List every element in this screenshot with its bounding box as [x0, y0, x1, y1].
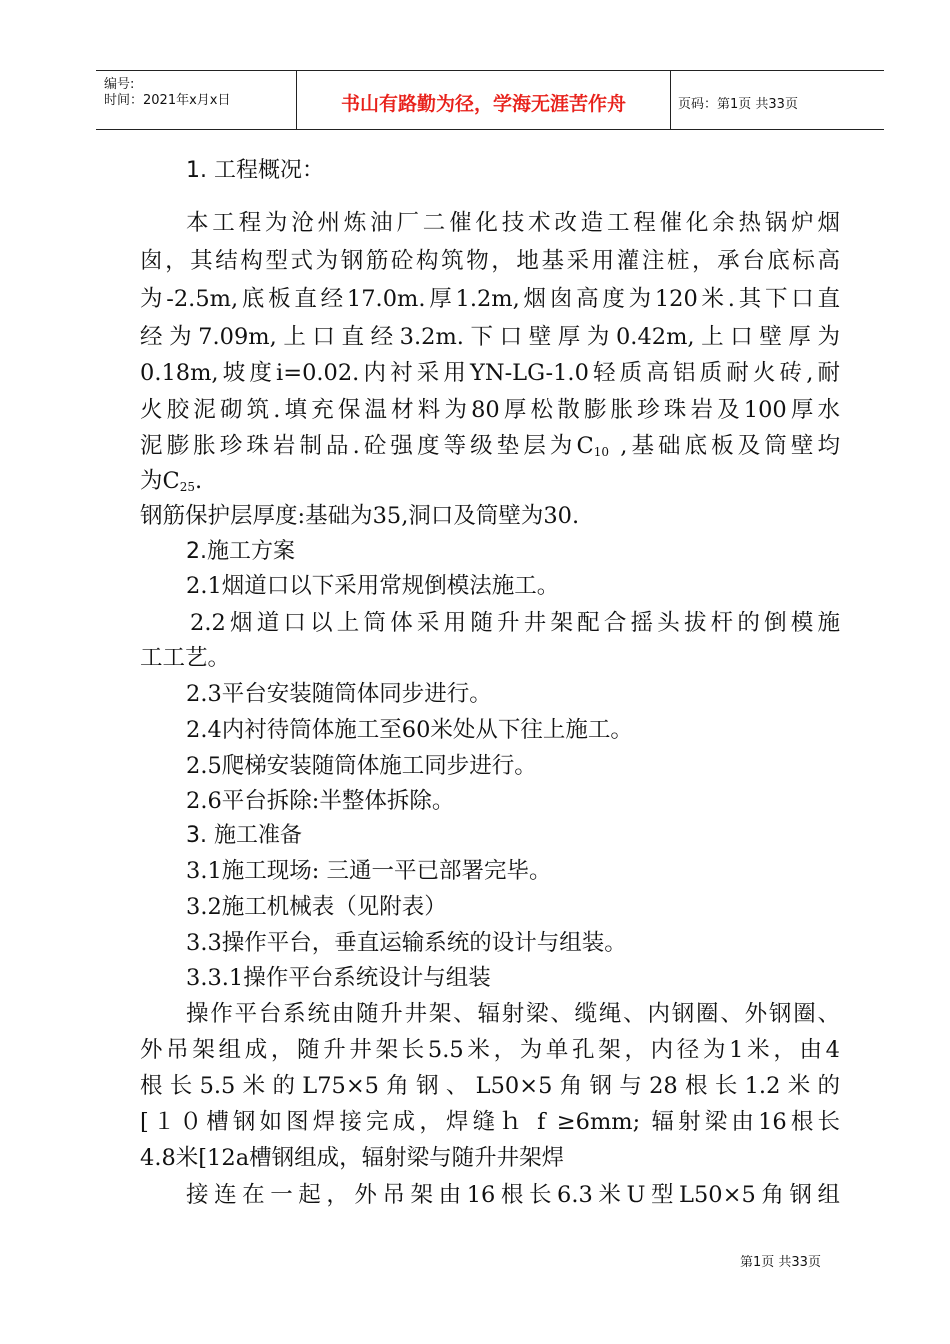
paragraph-line: 0.18m,坡度i=0.02.内衬采用YN-LG-1.0轻质高铝质耐火砖,耐 — [140, 360, 840, 386]
header-motto-cell — [296, 71, 671, 129]
header-meta — [96, 71, 296, 129]
page-header — [96, 70, 884, 130]
paragraph-line: 囱，其结构型式为钢筋砼构筑物，地基采用灌注桩，承台底标高 — [140, 248, 840, 274]
list-item: 工工艺。 — [140, 645, 231, 671]
list-item: 2.3平台安装随筒体同步进行。 — [186, 681, 492, 707]
paragraph-line: 火胶泥砌筑.填充保温材料为80厚松散膨胀珍珠岩及100厚水 — [140, 397, 840, 423]
paragraph-line: 经为7.09m,上口直经3.2m.下口壁厚为0.42m,上口壁厚为 — [140, 324, 840, 350]
paragraph-line: 为$C_{25}$. — [140, 468, 203, 494]
list-item: 3.3.1操作平台系统设计与组装 — [186, 965, 491, 991]
paragraph-line: 本工程为沧州炼油厂二催化技术改造工程催化余热锅炉烟 — [186, 210, 840, 236]
list-item: 3.1施工现场: 三通一平已部署完毕。 — [186, 858, 552, 884]
list-item: 3.3操作平台，垂直运输系统的设计与组装。 — [186, 930, 627, 956]
header-page-cell — [670, 71, 884, 129]
paragraph-line: 4.8米[12a槽钢组成，辐射梁与随升井架焊 — [140, 1145, 565, 1171]
paragraph-line: 根长5.5米的L75×5角钢、L50×5角钢与28根长1.2米的 — [140, 1073, 840, 1099]
paragraph-line: 钢筋保护层厚度:基础为35,洞口及筒壁为30. — [140, 503, 580, 529]
list-item: 2.6平台拆除:半整体拆除。 — [186, 788, 455, 814]
number-label: 编号: — [104, 77, 135, 92]
section-heading-1: 1. 工程概况： — [186, 158, 324, 183]
list-item: 2.4内衬待筒体施工至60米处从下往上施工。 — [186, 717, 633, 743]
section-heading-3: 3. 施工准备 — [186, 823, 302, 848]
paragraph-line: 操作平台系统由随升井架、辐射梁、缆绳、内钢圈、外钢圈、 — [186, 1001, 840, 1027]
header-page-info: 页码：第1页 共33页 — [678, 97, 798, 112]
list-item: 2.1烟道口以下采用常规倒模法施工。 — [186, 573, 560, 599]
section-heading-2: 2.施工方案 — [186, 539, 295, 564]
paragraph-line: [１０槽钢如图焊接完成，焊缝ｈ f ≥6mm; 辐射梁由16根长 — [140, 1109, 840, 1135]
paragraph-line: 接连在一起，外吊架由16根长6.3米U型L50×5角钢组 — [186, 1182, 840, 1208]
header-motto: 书山有路勤为径，学海无涯苦作舟 — [340, 93, 626, 115]
list-item: 2.5爬梯安装随筒体施工同步进行。 — [186, 753, 537, 779]
paragraph-line: 外吊架组成，随升井架长5.5米，为单孔架，内径为1米，由4 — [140, 1037, 840, 1063]
page-footer: 第1页 共33页 — [740, 1255, 821, 1270]
list-item: 2.2烟道口以上筒体采用随升井架配合摇头拔杆的倒模施 — [190, 610, 840, 636]
list-item: 3.2施工机械表（见附表） — [186, 894, 447, 920]
paragraph-line: 泥膨胀珍珠岩制品.砼强度等级垫层为$C_{10}$ ,基础底板及筒壁均 — [140, 433, 840, 459]
time-label: 时间：2021年x月x日 — [104, 93, 231, 108]
paragraph-line: 为-2.5m,底板直经17.0m.厚1.2m,烟囱高度为120米.其下口直 — [140, 286, 840, 312]
